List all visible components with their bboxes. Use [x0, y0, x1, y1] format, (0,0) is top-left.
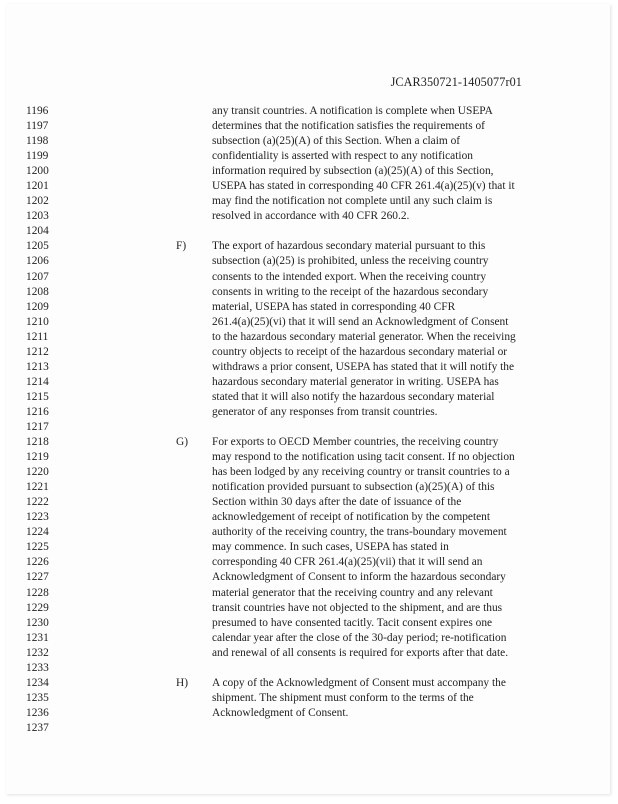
line-number: 1209: [26, 300, 49, 313]
line-number: 1229: [26, 601, 49, 614]
blank-line: [6, 420, 610, 435]
line-number: 1220: [26, 466, 49, 479]
line-number: 1201: [26, 180, 49, 193]
text-line: corresponding 40 CFR 261.4(a)(25)(vii) that it will send an: [212, 556, 483, 569]
text-line: information required by subsection (a)(25)(A) of this Section,: [212, 165, 494, 178]
line-number: 1234: [26, 676, 49, 689]
line-number: 1221: [26, 481, 49, 494]
line-number: 1223: [26, 511, 49, 524]
line-number: 1211: [26, 330, 49, 343]
paragraph-label: F): [176, 240, 187, 253]
text-line: any transit countries. A notification is complete when USEPA: [212, 105, 493, 117]
text-line: may respond to the notification using tacit consent. If no objection: [212, 451, 515, 464]
text-line: For exports to OECD Member countries, the receiving country: [212, 436, 499, 449]
line-number: 1196: [26, 105, 49, 117]
paragraph: [6, 239, 610, 420]
text-line: Acknowledgment of Consent to inform the hazardous secondary: [212, 571, 506, 584]
paragraph-text: [212, 104, 542, 224]
text-line: Acknowledgment of Consent.: [212, 706, 349, 719]
line-number: 1225: [26, 541, 49, 554]
line-number: 1208: [26, 285, 49, 298]
line-number: 1222: [26, 496, 49, 509]
line-number: 1210: [26, 315, 49, 328]
line-number: 1230: [26, 616, 49, 629]
text-line: confidentiality is asserted with respect to any notification: [212, 150, 473, 163]
line-number: 1233: [26, 661, 49, 674]
paragraph-text: [212, 435, 542, 661]
text-line: A copy of the Acknowledgment of Consent must accompany the: [212, 676, 506, 689]
text-line: material generator that the receiving country and any relevant: [212, 586, 493, 599]
text-line: subsection (a)(25) is prohibited, unless the receiving country: [212, 255, 489, 268]
line-number: 1212: [26, 345, 49, 358]
text-line: 261.4(a)(25)(vi) that it will send an Acknowledgment of Consent: [212, 315, 509, 328]
text-line: determines that the notification satisfies the requirements of: [212, 120, 485, 133]
text-line: and renewal of all consents is required for exports after that date.: [212, 646, 509, 659]
line-number: 1203: [26, 210, 49, 223]
line-number: 1198: [26, 135, 49, 148]
text-line: calendar year after the close of the 30-day period; re-notification: [212, 631, 507, 644]
text-line: has been lodged by any receiving country or transit countries to a: [212, 466, 510, 479]
line-number: 1236: [26, 706, 49, 719]
paragraph-label: H): [176, 676, 189, 689]
text-line: notification provided pursuant to subsection (a)(25)(A) of this: [212, 481, 495, 494]
paragraph-label: G): [176, 436, 189, 449]
line-number: 1205: [26, 240, 49, 253]
line-number: 1200: [26, 165, 49, 178]
line-number: 1231: [26, 631, 49, 644]
document-id: JCAR350721-1405077r01: [390, 75, 522, 89]
text-line: stated that it will also notify the hazardous secondary material: [212, 390, 495, 403]
line-number: 1219: [26, 451, 49, 464]
text-line: acknowledgement of receipt of notification by the competent: [212, 511, 491, 524]
line-number: 1213: [26, 360, 49, 373]
paragraph: [6, 676, 610, 721]
paragraph-text: [212, 676, 542, 721]
line-number: 1224: [26, 526, 49, 539]
text-line: may commence. In such cases, USEPA has stated in: [212, 541, 449, 554]
text-line: Section within 30 days after the date of issuance of the: [212, 496, 462, 509]
line-number: 1206: [26, 255, 49, 268]
text-line: country objects to receipt of the hazardous secondary material or: [212, 345, 508, 358]
paragraph: [6, 435, 610, 661]
line-number: 1199: [26, 150, 49, 163]
text-line: authority of the receiving country, the trans-boundary movement: [212, 526, 507, 539]
text-line: consents to the intended export. When the receiving country: [212, 270, 487, 283]
line-number: 1227: [26, 571, 49, 584]
blank-line: [6, 224, 610, 239]
line-number: 1216: [26, 405, 49, 418]
line-number: 1197: [26, 120, 49, 133]
text-line: shipment. The shipment must conform to the terms of the: [212, 691, 474, 704]
document-page: [6, 4, 610, 794]
line-number: 1214: [26, 375, 49, 388]
text-line: presumed to have consented tacitly. Tacit consent expires one: [212, 616, 493, 629]
line-number: 1204: [26, 225, 49, 238]
line-number: 1202: [26, 195, 49, 208]
text-line: to the hazardous secondary material generator. When the receiving: [212, 330, 516, 343]
text-line: transit countries have not objected to the shipment, and are thus: [212, 601, 503, 614]
line-number: 1235: [26, 691, 49, 704]
paragraph: [6, 104, 610, 224]
line-number: 1226: [26, 556, 49, 569]
blank-line: [6, 661, 610, 676]
text-line: withdraws a prior consent, USEPA has stated that it will notify the: [212, 360, 515, 373]
line-number: 1215: [26, 390, 49, 403]
text-line: consents in writing to the receipt of the hazardous secondary: [212, 285, 489, 298]
line-number: 1207: [26, 270, 49, 283]
paragraph-text: [212, 239, 542, 420]
text-line: generator of any responses from transit countries.: [212, 405, 438, 418]
text-line: resolved in accordance with 40 CFR 260.2.: [212, 210, 410, 223]
text-line: hazardous secondary material generator in writing. USEPA has: [212, 375, 499, 388]
line-number: 1217: [26, 420, 49, 433]
text-line: material, USEPA has stated in corresponding 40 CFR: [212, 300, 456, 313]
text-line: may find the notification not complete until any such claim is: [212, 195, 493, 208]
text-line: The export of hazardous secondary material pursuant to this: [212, 240, 486, 253]
line-number: 1228: [26, 586, 49, 599]
line-number: 1237: [26, 721, 49, 734]
text-line: subsection (a)(25)(A) of this Section. When a claim of: [212, 135, 461, 148]
document-body: [6, 104, 610, 721]
line-number: 1232: [26, 646, 49, 659]
line-number: 1218: [26, 436, 49, 449]
text-line: USEPA has stated in corresponding 40 CFR 261.4(a)(25)(v) that it: [212, 180, 515, 193]
